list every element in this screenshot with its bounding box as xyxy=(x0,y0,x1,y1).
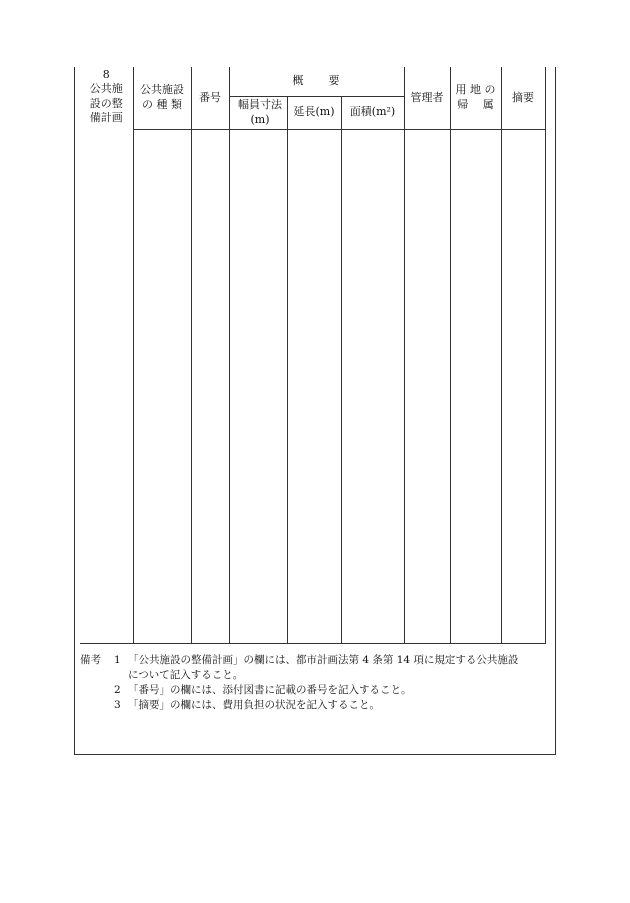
note-item-3 xyxy=(80,698,556,713)
cell-facility-type[interactable] xyxy=(133,129,191,643)
note-item-2 xyxy=(80,683,556,698)
section-title-line2: 設の整 xyxy=(89,96,123,110)
header-land-line2: 帰 属 xyxy=(457,97,494,111)
header-manager: 管理者 xyxy=(404,67,450,129)
header-area: 面積(m²) xyxy=(341,96,404,129)
note-text: 「番号」の欄には、添付図書に記載の番号を記入すること。 xyxy=(128,684,412,696)
header-land-ownership xyxy=(450,67,501,129)
notes-label: 備考 xyxy=(80,654,101,666)
section-title-line3: 備計画 xyxy=(89,110,123,124)
cell-manager[interactable] xyxy=(404,129,450,643)
header-width-line2: (m) xyxy=(250,112,270,126)
notes-section xyxy=(80,653,556,713)
section-title-line1: 公共施 xyxy=(89,82,123,96)
header-facility-type-line2: の 種 類 xyxy=(142,97,182,111)
header-number: 番号 xyxy=(191,67,229,129)
note-number: 3 xyxy=(114,699,121,711)
cell-remarks[interactable] xyxy=(501,129,545,643)
header-overview: 概 要 xyxy=(229,67,404,96)
header-land-line1: 用 地 の xyxy=(455,83,496,97)
note-number: 2 xyxy=(114,684,121,696)
header-remarks: 摘要 xyxy=(501,67,545,129)
note-text: 「摘要」の欄には、費用負担の状況を記入すること。 xyxy=(128,699,380,711)
header-facility-type xyxy=(133,67,191,129)
header-width-line1: 幅員寸法 xyxy=(238,98,282,112)
public-facility-plan-table xyxy=(80,67,546,644)
note-item-1 xyxy=(80,653,556,668)
note-number: 1 xyxy=(114,654,121,666)
cell-width[interactable] xyxy=(229,129,287,643)
cell-area[interactable] xyxy=(341,129,404,643)
cell-land-ownership[interactable] xyxy=(450,129,501,643)
header-length: 延長(m) xyxy=(287,96,341,129)
note-text-continuation: について記入すること。 xyxy=(128,669,244,681)
section-number: 8 xyxy=(102,68,110,81)
header-width xyxy=(229,96,287,129)
header-facility-type-line1: 公共施設 xyxy=(140,83,184,97)
section-label-cell xyxy=(80,67,133,643)
cell-number[interactable] xyxy=(191,129,229,643)
note-text: 「公共施設の整備計画」の欄には、都市計画法第 4 条第 14 項に規定する公共施設 xyxy=(128,654,519,666)
cell-length[interactable] xyxy=(287,129,341,643)
